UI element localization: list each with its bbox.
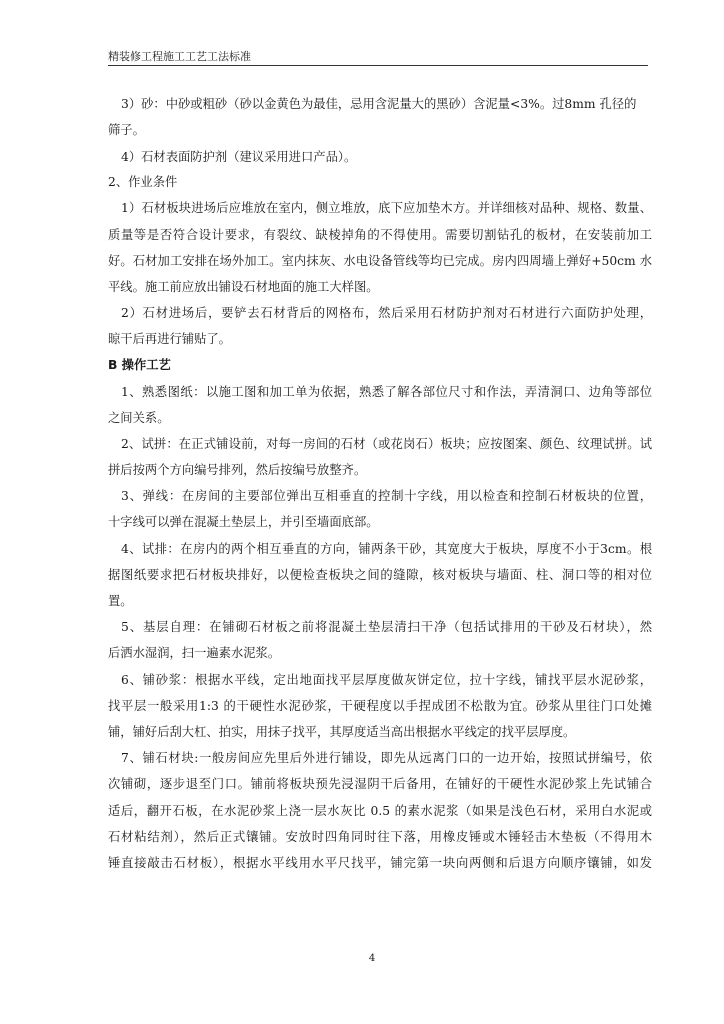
paragraph-line: 6、铺砂浆：根据水平线，定出地面找平层厚度做灰饼定位，拉十字线，铺找平层水泥砂浆， [121, 673, 652, 687]
paragraph-line: 适后，翻开石板，在水泥砂浆上浇一层水灰比 0.5 的素水泥浆（如果是浅色石材，采用白水泥或 [108, 804, 652, 818]
paragraph-line: 拼后按两个方向编号排列，然后按编号放整齐。 [108, 463, 367, 477]
header-rule [108, 65, 648, 66]
paragraph-line: 石材粘结剂），然后正式镶铺。安放时四角同时往下落，用橡皮锤或木锤轻击木垫板（不得用木 [108, 830, 652, 844]
paragraph-line: 4、试排：在房内的两个相互垂直的方向，铺两条干砂，其宽度大于板块，厚度不小于3cm。根 [121, 542, 652, 556]
paragraph-line: 好。石材加工安排在场外加工。室内抹灰、水电设备管线等均已完成。房内四周墙上弹好+50cm 水 [108, 254, 652, 268]
section-heading: B 操作工艺 [108, 358, 171, 372]
paragraph-line: 1）石材板块进场后应堆放在室内，侧立堆放，底下应加垫木方。并详细核对品种、规格、数量、 [121, 201, 652, 215]
paragraph-line: 晾干后再进行铺贴了。 [108, 332, 231, 346]
paragraph-line: 平线。施工前应放出铺设石材地面的施工大样图。 [108, 280, 379, 294]
paragraph-line: 5、基层自理：在铺砌石材板之前将混凝土垫层清扫干净（包括试排用的干砂及石材块），然 [121, 620, 652, 634]
paragraph-line: 质量等是否符合设计要求，有裂纹、缺棱掉角的不得使用。需要切割钻孔的板材，在安装前加工 [108, 228, 652, 242]
page-header: 精装修工程施工工艺工法标准 [108, 50, 251, 63]
paragraph-line: 次铺砌，逐步退至门口。铺前将板块预先浸湿阴干后备用，在铺好的干硬性水泥砂浆上先试铺合 [108, 777, 652, 791]
paragraph-line: 后洒水湿润，扫一遍素水泥浆。 [108, 646, 281, 660]
paragraph-line: 3、弹线：在房间的主要部位弹出互相垂直的控制十字线，用以检查和控制石材板块的位置， [121, 489, 652, 503]
paragraph-line: 7、铺石材块:一般房间应先里后外进行铺设，即先从远离门口的一边开始，按照试拼编号，依 [121, 751, 652, 765]
paragraph-line: 4）石材表面防护剂（建议采用进口产品）。 [121, 150, 357, 164]
paragraph-line: 之间关系。 [108, 411, 170, 425]
paragraph-line: 找平层一般采用1:3 的干硬性水泥砂浆，干硬程度以手捏成团不松散为宜。砂浆从里往门口处摊 [108, 699, 652, 713]
paragraph-line: 十字线可以弹在混凝土垫层上，并引至墙面底部。 [108, 515, 379, 529]
paragraph-line: 筛子。 [108, 123, 145, 137]
paragraph-line: 据图纸要求把石材板块排好，以便检查板块之间的缝隙，核对板块与墙面、柱、洞口等的相对位 [108, 568, 652, 582]
paragraph-line: 1、熟悉图纸：以施工图和加工单为依据，熟悉了解各部位尺寸和作法，弄清洞口、边角等部位 [121, 385, 652, 399]
paragraph-line: 2、试拼：在正式铺设前，对每一房间的石材（或花岗石）板块；应按图案、颜色、纹理试拼。试 [121, 437, 652, 451]
paragraph-line: 3）砂：中砂或粗砂（砂以金黄色为最佳，忌用含泥量大的黑砂）含泥量<3%。过8mm 孔径的 [121, 97, 637, 111]
paragraph-line: 铺，铺好后刮大杠、拍实，用抹子找平，其厚度适当高出根据水平线定的找平层厚度。 [108, 725, 576, 739]
paragraph-line: 2）石材进场后，要铲去石材背后的网格布，然后采用石材防护剂对石材进行六面防护处理， [121, 306, 652, 320]
paragraph-line: 锤直接敲击石材板），根据水平线用水平尺找平，铺完第一块向两侧和后退方向顺序镶铺，如发 [108, 856, 652, 870]
page-number: 4 [368, 953, 376, 964]
paragraph-line: 置。 [108, 594, 133, 608]
section-heading: 2、作业条件 [108, 175, 178, 189]
